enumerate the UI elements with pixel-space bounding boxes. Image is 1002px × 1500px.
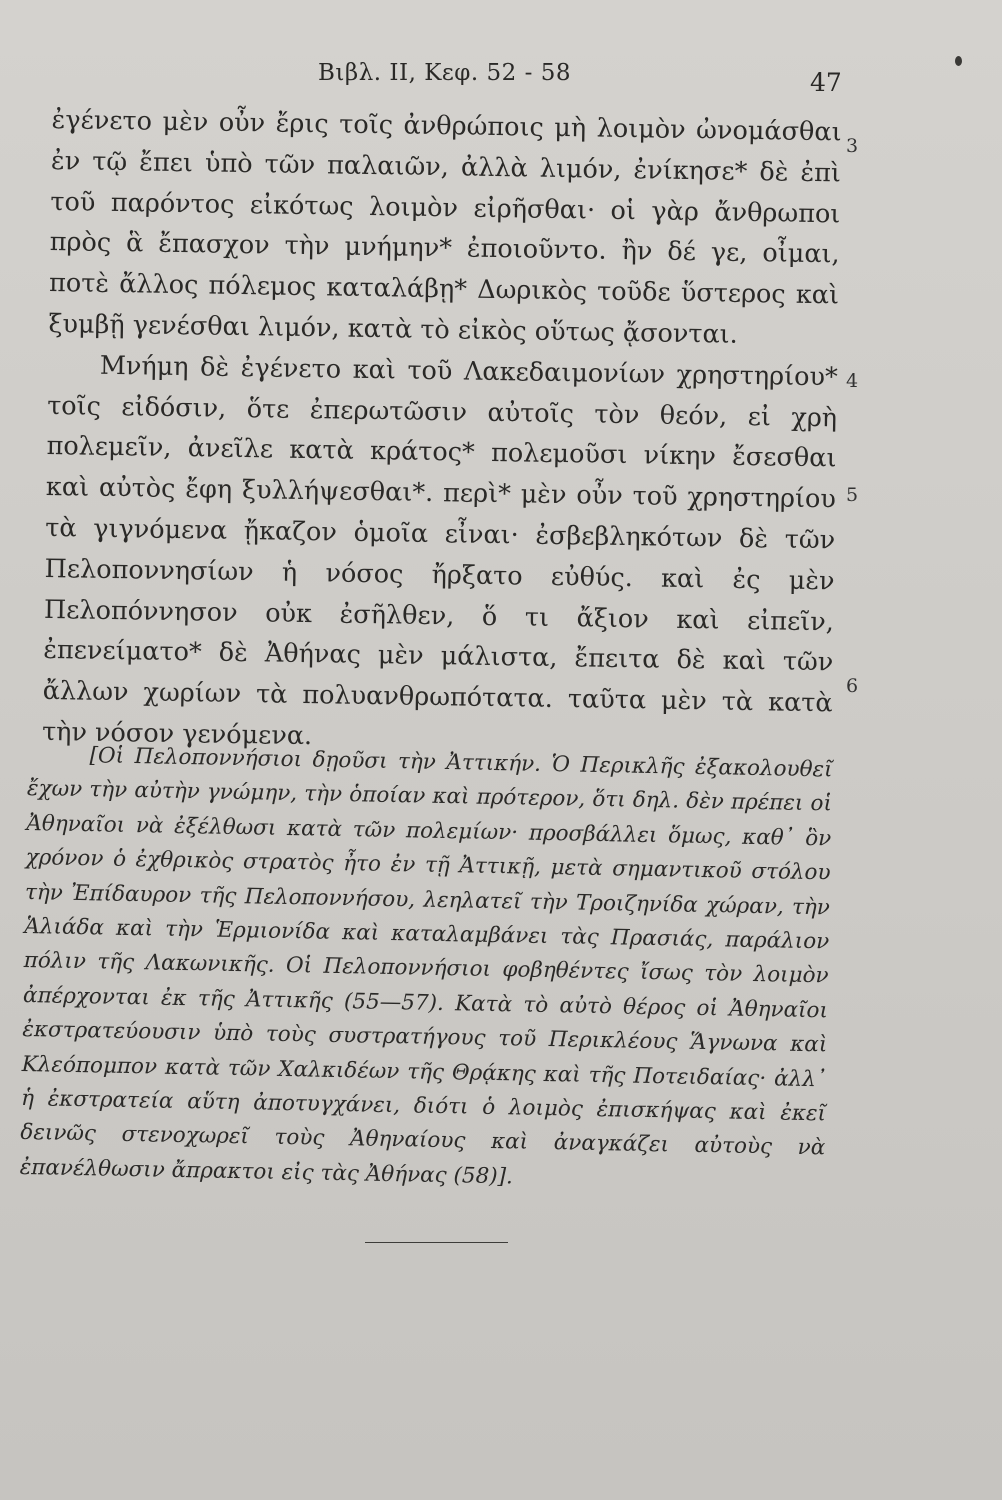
paragraph-chapter-54-2: Μνήμη δὲ ἐγένετο καὶ τοῦ Λακεδαιμονίων χρηστηρίου* τοῖς εἰδόσιν, ὅτε ἐπερωτῶσιν αὐτοῖς τὸν θεόν, εἰ χρὴ πολεμεῖν, ἀνεῖλε κατὰ κράτος* πολεμοῦσι νίκην ἔσεσθαι καὶ αὐτὸς ἔφη ξυλλήψεσθαι*. περὶ* μὲν οὖν τοῦ χρηστηρίου τὰ γιγνόμενα ᾔκαζον ὁμοῖα εἶναι· ἐσβεβληκότων δὲ τῶν Πελοποννησίων ἡ νόσος ἤρξατο εὐθύς. καὶ ἐς μὲν Πελοπόννησον οὐκ ἐσῆλθεν, ὅ τι ἄξιον καὶ εἰπεῖν, ἐπενείματο* δὲ Ἀθήνας μὲν μάλιστα, ἔπειτα δὲ καὶ τῶν ἄλλων χωρίων τὰ πολυανθρωπότατα. ταῦτα μὲν τὰ κατὰ τὴν νόσον γενόμενα. (41, 350, 838, 752)
section-number-5: 5 (846, 484, 859, 506)
running-head: Βιβλ. II, Κεφ. 52 - 58 (318, 60, 571, 86)
section-number-4: 4 (846, 370, 859, 392)
ink-speck (955, 56, 962, 66)
section-number-6: 6 (846, 675, 859, 697)
summary-text: [Οἱ Πελοποννήσιοι δῃοῦσι τὴν Ἀττικήν. Ὁ Περικλῆς ἐξακολουθεῖ ἔχων τὴν αὐτὴν γνώμην, τὴν ὁποίαν καὶ πρότερον, ὅτι δηλ. δὲν πρέπει οἱ Ἀθηναῖοι νὰ ἐξέλθωσι κατὰ τῶν πολεμίων· προσβάλλει ὅμως, καθ᾽ ὃν χρόνον ὁ ἐχθρικὸς στρατὸς ἦτο ἐν τῇ Ἀττικῇ, μετὰ σημαντικοῦ στόλου τὴν Ἐπίδαυρον τῆς Πελοποννήσου, λεηλατεῖ τὴν Τροιζηνίδα χώραν, τὴν Ἁλιάδα καὶ τὴν Ἑρμιονίδα καὶ καταλαμβάνει τὰς Πρασιάς, παράλιον πόλιν τῆς Λακωνικῆς. Οἱ Πελοποννήσιοι φοβηθέντες ἴσως τὸν λοιμὸν ἀπέρχονται ἐκ τῆς Ἀττικῆς (55—57). Κατὰ τὸ αὐτὸ θέρος οἱ Ἀθηναῖοι ἐκστρατεύουσιν ὑπὸ τοὺς συστρατήγους τοῦ Περικλέους Ἅγνωνα καὶ Κλεόπομπον κατὰ τῶν Χαλκιδέων τῆς Θρᾴκης καὶ τῆς Ποτειδαίας· ἀλλ᾽ ἡ ἐκστρατεία αὕτη ἀποτυγχάνει, διότι ὁ λοιμὸς ἐπισκήψας καὶ ἐκεῖ δεινῶς στενοχωρεῖ τοὺς Ἀθηναίους καὶ ἀναγκάζει αὐτοὺς νὰ ἐπανέλθωσιν ἄπρακτοι εἰς τὰς Ἀθήνας (58)]. (19, 743, 833, 1190)
main-greek-text (42, 100, 842, 765)
paragraph-chapter-54-1: ἐγένετο μὲν οὖν ἔρις τοῖς ἀνθρώποις μὴ λοιμὸν ὠνομάσθαι ἐν τῷ ἔπει ὑπὸ τῶν παλαιῶν, ἀλλὰ λιμόν, ἐνίκησε* δὲ ἐπὶ τοῦ παρόντος εἰκότως λοιμὸν εἰρῆσθαι· οἱ γὰρ ἄνθρωποι πρὸς ἃ ἔπασχον τὴν μνήμην* ἐποιοῦντο. ἢν δέ γε, οἶμαι, ποτὲ ἄλλος πόλεμος καταλάβῃ* Δωρικὸς τοῦδε ὕστερος καὶ ξυμβῇ γενέσθαι λιμόν, κατὰ τὸ εἰκὸς οὕτως ᾄσονται. (48, 104, 842, 350)
closing-rule (365, 1242, 508, 1243)
page-number: 47 (810, 68, 842, 97)
chapter-summary (19, 738, 832, 1201)
section-number-3: 3 (846, 135, 859, 157)
